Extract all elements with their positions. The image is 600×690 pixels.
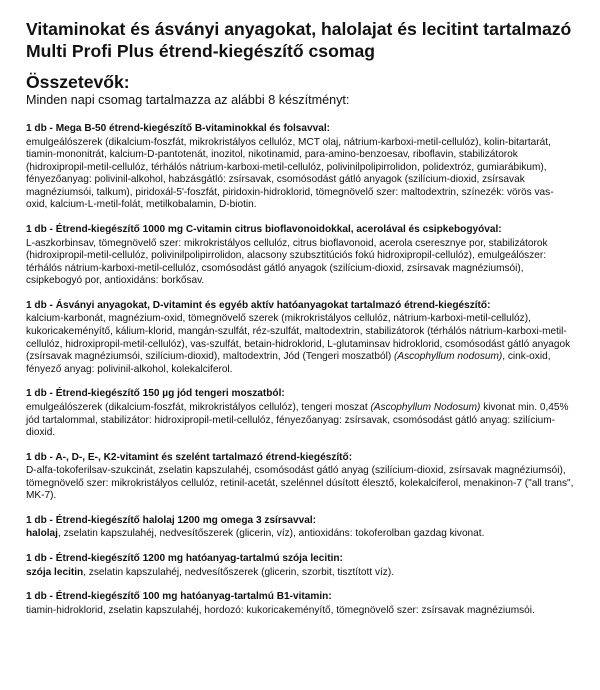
section-body [26, 402, 574, 440]
section-body [26, 465, 574, 503]
section-body [26, 567, 574, 580]
ingredient-section [26, 122, 574, 212]
section-body-text: L-aszkorbinsav, tömegnövelő szer: mikrokristályos cellulóz, citrus bioflavonoid, acerola cseresznye por, stabilizátorok (hidroxipropil-metil-cellulóz, polivinilpolipirrolidon, alacsony szubsztitúciós fokú hidroxipropil-cellulóz), emulgeálószer: térhálós nátrium-karboxi-metil-cellulóz, csomósodást gátló anyagok (szilícium-dioxid, zsírsavak magnéziumsói), csipkebogyó por, antioxidáns: borkősav. [26, 237, 548, 287]
section-title: 1 db - Ásványi anyagokat, D-vitamint és egyéb aktív hatóanyagokat tartalmazó étrend-kiegészítő: [26, 299, 491, 311]
section-title: 1 db - Étrend-kiegészítő 100 mg hatóanyag-tartalmú B1-vitamin: [26, 591, 332, 603]
section-body-text: (Ascophyllum Nodosum) [370, 401, 481, 413]
ingredient-section [26, 451, 574, 503]
section-body-text: , zselatin kapszulahéj, nedvesítőszerek (glicerin, szorbit, tisztított víz). [83, 566, 395, 578]
section-title: 1 db - Étrend-kiegészítő halolaj 1200 mg omega 3 zsírsavval: [26, 514, 317, 526]
section-body [26, 313, 574, 376]
ingredient-section [26, 590, 574, 617]
ingredient-sections [26, 122, 574, 617]
section-body-text: tiamin-hidroklorid, zselatin kapszulahéj, hordozó: kukoricakeményítő, tömegnövelő szer: zsírsavak magnéziumsói. [26, 604, 535, 616]
section-body-text: D-alfa-tokoferilsav-szukcinát, zselatin kapszulahéj, csomósodást gátló anyag (szilícium-dioxid, zsírsavak magnéziumsói), tömegnövelő szer: mikrokristályos cellulóz, retinil-acetát, szelénnel dúsított élesztő, kolekalciferol, menakinon-7 ("all trans", MK-7). [26, 465, 574, 502]
ingredient-section [26, 223, 574, 288]
section-body-text: , cink-oxid, fényező anyag: polivinil-alkohol, kolekalciferol. [26, 351, 551, 375]
section-body-text: kivonat min. 0,45% jód tartalommal, stabilizátor: hidroxipropil-metil-cellulóz, fényezőanyag: zsírsavak, csomósodást gátló anyag: szilícium-dioxid. [26, 401, 569, 439]
intro-text: Minden napi csomag tartalmazza az alábbi 8 készítményt: [26, 93, 350, 107]
section-title: 1 db - Étrend-kiegészítő 150 µg jód tengeri moszatból: [26, 388, 285, 400]
ingredient-section [26, 299, 574, 376]
ingredient-section [26, 387, 574, 439]
section-title: 1 db - Étrend-kiegészítő 1000 mg C-vitamin citrus bioflavonoidokkal, acerolával és csipkebogyóval: [26, 224, 502, 236]
section-body-text: halolaj [26, 528, 58, 540]
section-body-text: (Ascophyllum nodosum) [393, 351, 503, 363]
section-body [26, 137, 574, 213]
section-body [26, 528, 574, 541]
ingredient-section [26, 552, 574, 579]
ingredients-heading: Összetevők: [26, 72, 130, 92]
section-body-text: kalcium-karbonát, magnézium-oxid, tömegnövelő szerek (mikrokristályos cellulóz, nátrium-karboxi-metil-cellulóz), kukoricakeményítő, kálium-klorid, mangán-szulfát, réz-szulfát, maltodextrin, stabilizátorok (térhálós nátrium-karboxi-metil-cellulóz, hidroxipropil-metil-cellulóz), vas-szulfát, betain-hidroklorid, L-glutaminsav hidroklorid, csomósodást gátló anyagok (zsírsavak magnéziumsói, szilícium-dioxid), maltodextrin, Jód (Tengeri moszatból) [26, 313, 571, 363]
section-body [26, 238, 574, 288]
section-body-text: emulgeálószerek (dikalcium-foszfát, mikrokristályos cellulóz, MCT olaj, nátrium-karboxi-metil-cellulóz), kolin-bitartarát, tiamin-mononitrát, kalcium-D-pantotenát, inozitol, nikotinamid, para-amino-benzoesav, riboflavin, stabilizátorok (hidroxipropil-metil-cellulóz, térhálós nátrium-karboxi-metil-cellulóz, polivinilpolipirrolidon, polidextróz, gumiarábikum), fényezőanyag: polivinil-alkohol, habzásgátló: zsírsavak, csomósodást gátló anyagok (szilícium-dioxid, zsírsavak magnéziumsói, talkum), piridoxál-5'-foszfát, piridoxin-hidroklorid, tömegnövelő szer: maltodextrin, színezék: vörös vas-oxid, kalcium-L-metil-folát, metilkobalamin, D-biotin. [26, 136, 554, 211]
ingredient-section [26, 514, 574, 541]
section-body [26, 605, 574, 618]
section-body-text: szója lecitin [26, 566, 84, 578]
section-title: 1 db - Mega B-50 étrend-kiegészítő B-vitaminokkal és folsavval: [26, 123, 331, 134]
section-body-text: , zselatin kapszulahéj, nedvesítőszerek (glicerin, víz), antioxidáns: tokoferolban gazdag kivonat. [57, 528, 485, 540]
section-body-text: emulgeálószerek (dikalcium-foszfát, mikrokristályos cellulóz), tengeri moszat [26, 401, 371, 413]
section-title: 1 db - A-, D-, E-, K2-vitamint és szelént tartalmazó étrend-kiegészítő: [26, 451, 353, 463]
section-title: 1 db - Étrend-kiegészítő 1200 mg hatóanyag-tartalmú szója lecitin: [26, 553, 343, 565]
document-title: Vitaminokat és ásványi anyagokat, halolajat és lecitint tartalmazó Multi Profi Plus étrend-kiegészítő csomag [26, 19, 572, 61]
